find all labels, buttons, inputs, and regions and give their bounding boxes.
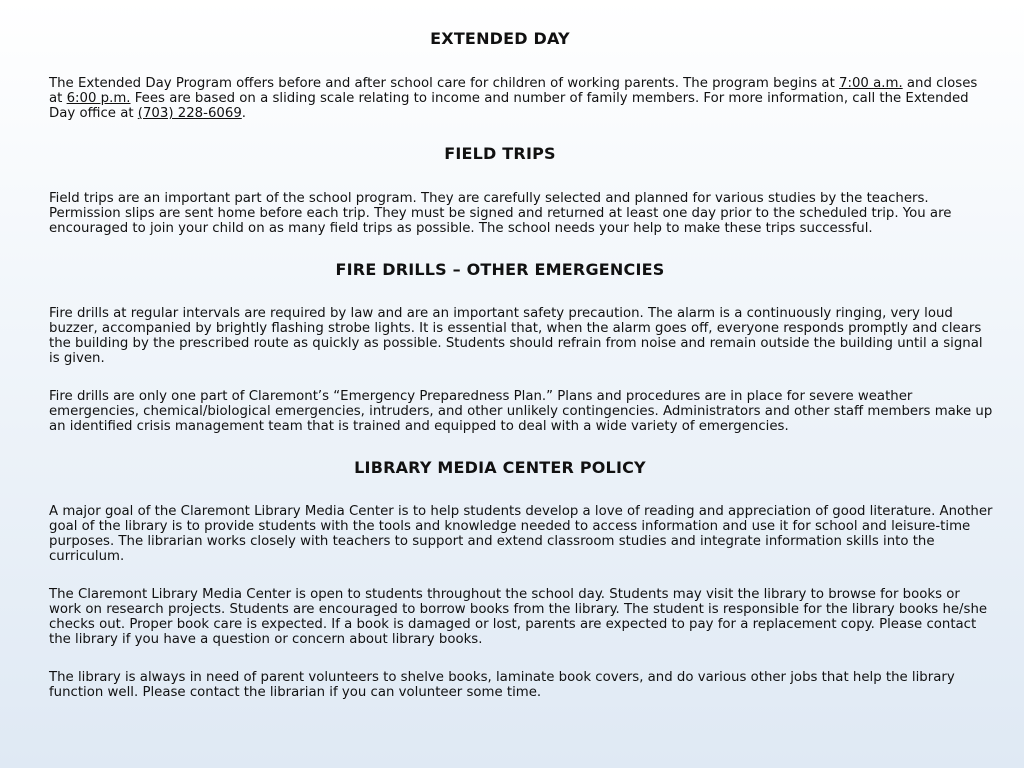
heading-field-trips: FIELD TRIPS	[444, 144, 556, 163]
start-time: 7:00 a.m.	[839, 76, 903, 91]
extended-day-text-d: .	[241, 106, 247, 121]
extended-day-text-c: Fees are based on a sliding scale relating to income and number of family members. For more information, call the Extended Day office at	[49, 91, 969, 121]
paragraph-fire-drills-2: Fire drills are only one part of Claremont’s “Emergency Preparedness Plan.” Plans and procedures are in place for severe weather emergencies, chemical/biological emergencies, intruders, and other unlikely contingencies. Administrators and other staff members make up an identified crisis management team that is trained and equipped to deal with a wide variety of emergencies.	[49, 389, 993, 434]
extended-day-text-a: The Extended Day Program offers before and after school care for children of working parents. The program begins at	[49, 76, 840, 91]
paragraph-library-2: The Claremont Library Media Center is open to students throughout the school day. Students may visit the library to browse for books or work on research projects. Students are encouraged to borrow books from the library. The student is responsible for the library books he/she checks out. Proper book care is expected. If a book is damaged or lost, parents are expected to pay for a replacement copy. Please contact the library if you have a question or concern about library books.	[49, 587, 988, 647]
paragraph-field-trips: Field trips are an important part of the school program. They are carefully selected and planned for various studies by the teachers. Permission slips are sent home before each trip. They must be signed and returned at least one day prior to the scheduled trip. You are encouraged to join your child on as many field trips as possible. The school needs your help to make these trips successful.	[49, 191, 952, 236]
heading-fire-drills: FIRE DRILLS – OTHER EMERGENCIES	[335, 260, 665, 279]
paragraph-fire-drills-1: Fire drills at regular intervals are required by law and are an important safety precaution. The alarm is a continuously ringing, very loud buzzer, accompanied by brightly flashing strobe lights. It is essential that, when the alarm goes off, everyone responds promptly and clears the building by the prescribed route as quickly as possible. Students should refrain from noise and remain outside the building until a signal is given.	[49, 306, 983, 366]
end-time: 6:00 p.m.	[66, 91, 131, 106]
paragraph-extended-day	[49, 76, 994, 121]
paragraph-library-1: A major goal of the Claremont Library Media Center is to help students develop a love of reading and appreciation of good literature. Another goal of the library is to provide students with the tools and knowledge needed to access information and use it for school and leisure-time purposes. The librarian works closely with teachers to support and extend classroom studies and integrate information skills into the curriculum.	[49, 504, 993, 564]
paragraph-library-3: The library is always in need of parent volunteers to shelve books, laminate book covers, and do various other jobs that help the library function well. Please contact the librarian if you can volunteer some time.	[49, 670, 955, 700]
heading-library-policy: LIBRARY MEDIA CENTER POLICY	[354, 458, 646, 477]
extended-day-text-b: and closes at	[49, 76, 978, 106]
heading-extended-day: EXTENDED DAY	[430, 29, 570, 48]
extended-day-phone: (703) 228-6069	[137, 106, 242, 121]
